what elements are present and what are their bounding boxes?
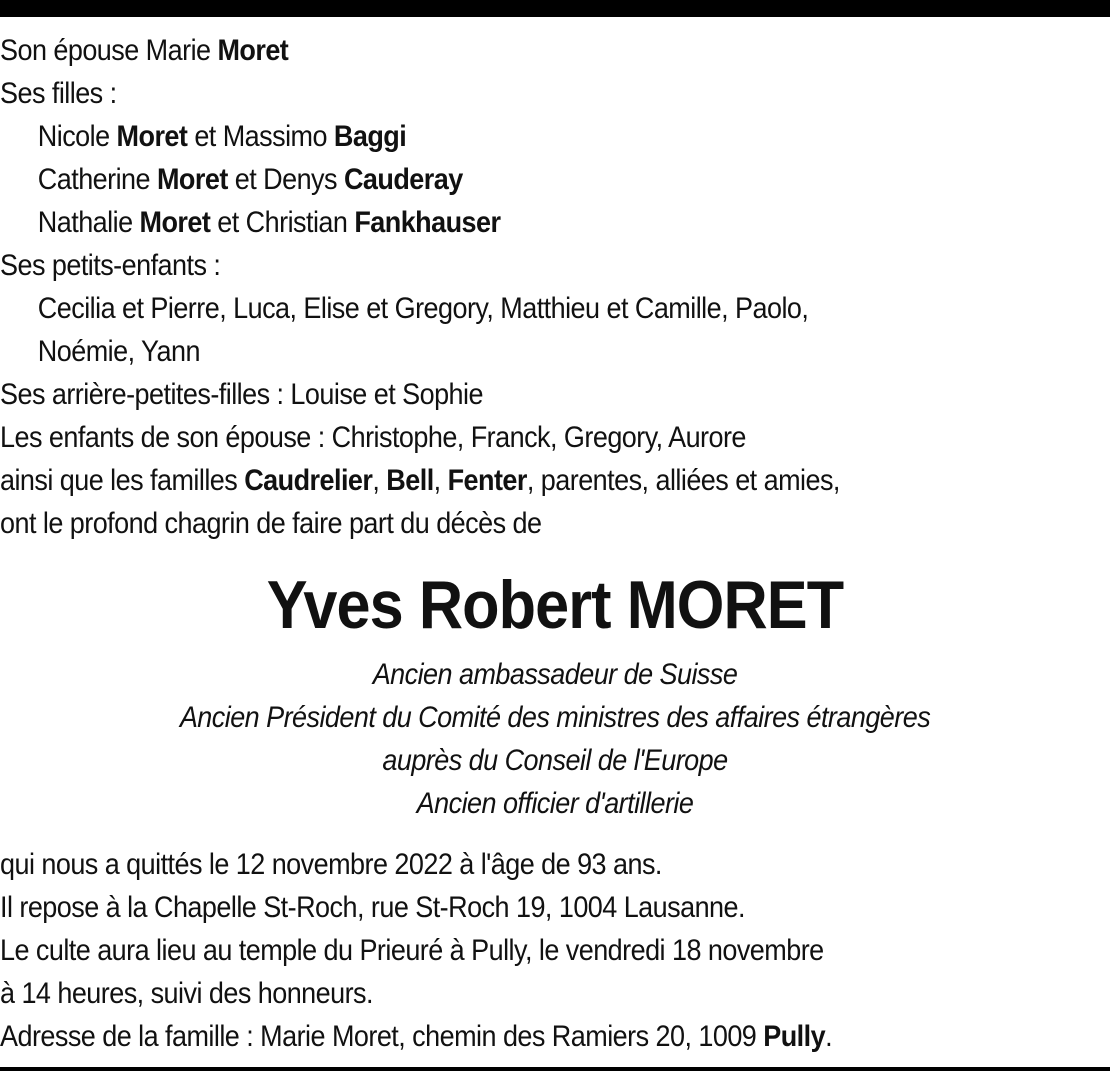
family-name: Bell	[386, 464, 434, 497]
partner-first-name: et Denys	[227, 163, 344, 196]
daughter-surname: Moret	[139, 206, 211, 239]
daughter-first-name: Nathalie	[37, 206, 140, 239]
families-prefix: ainsi que les familles	[0, 464, 245, 497]
deceased-name: Yves Robert MORET	[266, 567, 844, 643]
daughters-heading: Ses filles :	[0, 77, 117, 110]
family-address-line	[0, 1015, 999, 1058]
bottom-border-rule	[0, 1067, 1110, 1071]
daughter-first-name: Catherine	[37, 163, 157, 196]
great-grandchildren-line: Ses arrière-petites-filles : Louise et Sophie	[0, 378, 483, 411]
grandchildren-list-line-1: Cecilia et Pierre, Luca, Elise et Gregory, Matthieu et Camille, Paolo,	[37, 292, 809, 325]
spouse-line	[0, 29, 999, 72]
obituary-notice	[0, 29, 1110, 1058]
deceased-titles	[0, 653, 1110, 825]
spouse-text: Son épouse Marie	[0, 34, 218, 67]
title-line: Ancien Président du Comité des ministres des affaires étrangères	[179, 701, 931, 734]
title-line: Ancien ambassadeur de Suisse	[372, 658, 738, 691]
resting-place-line: Il repose à la Chapelle St-Roch, rue St-Roch 19, 1004 Lausanne.	[0, 891, 745, 924]
family-name: Fenter	[447, 464, 527, 497]
partner-first-name: et Massimo	[187, 120, 334, 153]
spouse-children-line: Les enfants de son épouse : Christophe, Franck, Gregory, Aurore	[0, 421, 746, 454]
partner-surname: Fankhauser	[354, 206, 501, 239]
passing-date-line: qui nous a quittés le 12 novembre 2022 à l'âge de 93 ans.	[0, 848, 662, 881]
partner-first-name: et Christian	[210, 206, 355, 239]
daughter-line	[0, 115, 999, 158]
address-city: Pully	[763, 1020, 826, 1053]
service-line-1: Le culte aura lieu au temple du Prieuré à Pully, le vendredi 18 novembre	[0, 934, 824, 967]
spouse-surname: Moret	[217, 34, 289, 67]
families-separator: ,	[372, 464, 387, 497]
title-line: Ancien officier d'artillerie	[416, 787, 694, 820]
top-border-rule	[0, 0, 1110, 17]
address-text: Adresse de la famille : Marie Moret, chemin des Ramiers 20, 1009	[0, 1020, 764, 1053]
partner-surname: Baggi	[333, 120, 407, 153]
families-suffix: , parentes, alliées et amies,	[526, 464, 840, 497]
daughter-surname: Moret	[156, 163, 228, 196]
service-details	[0, 843, 1110, 1058]
service-line-2: à 14 heures, suivi des honneurs.	[0, 977, 373, 1010]
address-end: .	[825, 1020, 833, 1053]
daughter-surname: Moret	[116, 120, 188, 153]
families-line	[0, 459, 999, 502]
family-name: Caudrelier	[244, 464, 373, 497]
grandchildren-list-line-2: Noémie, Yann	[37, 335, 200, 368]
grandchildren-heading: Ses petits-enfants :	[0, 249, 221, 282]
daughter-line	[0, 201, 999, 244]
daughter-line	[0, 158, 999, 201]
partner-surname: Cauderay	[343, 163, 463, 196]
announcement-line: ont le profond chagrin de faire part du décès de	[0, 507, 542, 540]
daughter-first-name: Nicole	[37, 120, 117, 153]
families-separator: ,	[433, 464, 448, 497]
title-line: auprès du Conseil de l'Europe	[382, 744, 728, 777]
